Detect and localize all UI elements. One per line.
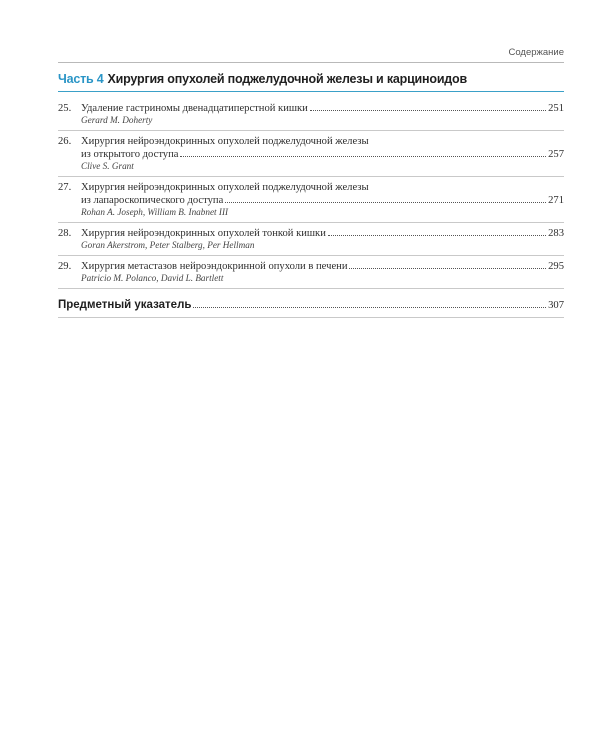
page-number: 257 (548, 149, 564, 160)
toc-entry-line (58, 148, 564, 161)
page-number: 295 (548, 261, 564, 272)
chapter-authors: Patricio M. Polanco, David L. Bartlett (81, 273, 224, 283)
part-title: Хирургия опухолей поджелудочной железы и карциноидов (107, 72, 467, 86)
chapter-authors: Rohan A. Joseph, William B. Inabnet III (81, 207, 229, 217)
toc-entry-line (58, 227, 564, 240)
dot-leader (349, 268, 546, 269)
table-of-contents (58, 98, 564, 318)
toc-entry[interactable] (58, 98, 564, 131)
chapter-title: Хирургия метастазов нейроэндокринной опухоли в печени (81, 261, 348, 272)
page-number: 307 (548, 300, 564, 311)
chapter-title-first-line: 27. Хирургия нейроэндокринных опухолей поджелудочной железы (58, 182, 369, 193)
chapter-title-first-line: 26. Хирургия нейроэндокринных опухолей поджелудочной железы (58, 136, 369, 147)
toc-entry-line (58, 260, 564, 273)
page-number: 251 (548, 103, 564, 114)
chapter-authors: Clive S. Grant (81, 161, 134, 171)
chapter-title: из лапароскопического доступа (81, 195, 224, 206)
dot-leader (180, 156, 546, 157)
dot-leader (328, 235, 546, 236)
chapter-number: 27. (58, 182, 72, 193)
dot-leader (310, 110, 546, 111)
chapter-number: 28. (58, 228, 72, 239)
part-number: Часть 4 (58, 72, 104, 86)
toc-entry[interactable] (58, 131, 564, 177)
chapter-authors: Goran Akerstrom, Peter Stalberg, Per Hellman (81, 240, 255, 250)
part-heading (58, 72, 564, 92)
running-header-label: Содержание (508, 47, 564, 58)
chapter-number: 26. (58, 136, 72, 147)
toc-entry[interactable] (58, 223, 564, 256)
toc-entry-line (58, 102, 564, 115)
page-number: 271 (548, 195, 564, 206)
dot-leader (193, 307, 546, 308)
chapter-title: Удаление гастриномы двенадцатиперстной кишки (81, 103, 308, 114)
chapter-number: 25. (58, 103, 72, 114)
chapter-number: 29. (58, 261, 72, 272)
subject-index-title: Предметный указатель (58, 299, 192, 311)
running-header (58, 46, 564, 63)
chapter-title: Хирургия нейроэндокринных опухолей тонкой кишки (81, 228, 326, 239)
dot-leader (225, 202, 546, 203)
toc-entry[interactable] (58, 256, 564, 289)
toc-entry[interactable] (58, 177, 564, 223)
chapter-authors: Gerard M. Doherty (81, 115, 153, 125)
chapter-title: из открытого доступа (81, 149, 179, 160)
subject-index-entry[interactable] (58, 289, 564, 318)
page-number: 283 (548, 228, 564, 239)
toc-entry-line (58, 194, 564, 207)
